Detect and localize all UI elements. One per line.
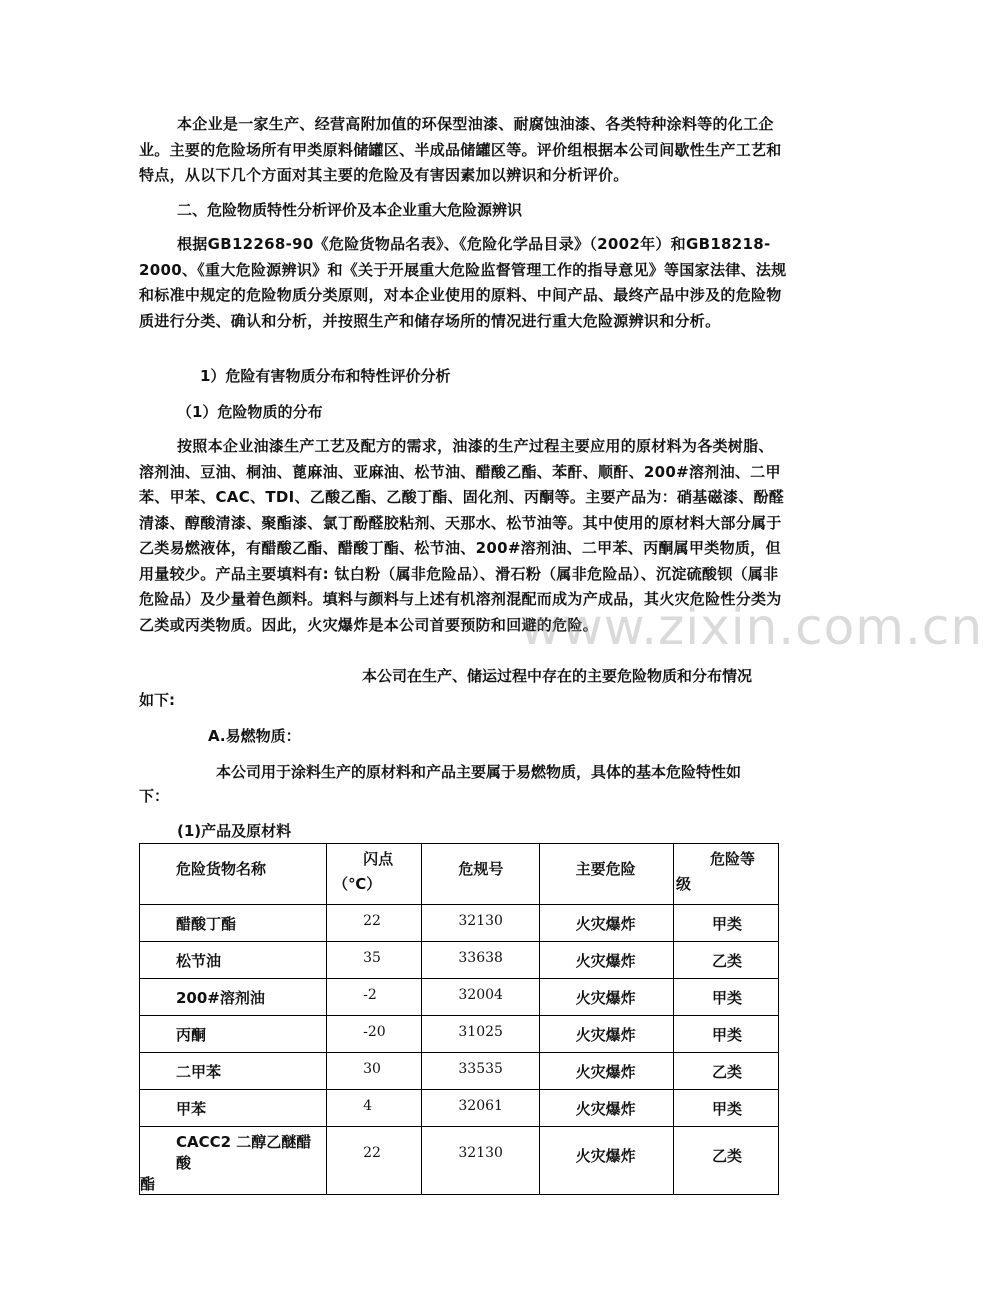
flammable-line1: 本公司用于涂料生产的原材料和产品主要属于易燃物质，具体的基本危险特性如 [216,763,742,781]
list-intro-line1: 本公司在生产、储运过程中存在的主要危险物质和分布情况 [362,667,753,685]
cell-name: 甲苯 [140,1090,327,1127]
cell-flash: -20 [327,1016,422,1053]
cell-name: 200#溶剂油 [140,979,327,1016]
cell-code: 33638 [422,942,539,979]
cell-code: 32061 [422,1090,539,1127]
cell-flash: 30 [327,1053,422,1090]
watermark: www.zixin.com.cn [520,598,983,656]
cell-code: 32130 [422,905,539,942]
cell-danger: 火灾爆炸 [539,1127,673,1195]
section-heading: 二、危险物质特性分析评价及本企业重大危险源辨识 [177,201,523,219]
cell-danger: 火灾爆炸 [539,1090,673,1127]
cell-grade: 乙类 [674,1053,779,1090]
cell-danger: 火灾爆炸 [539,979,673,1016]
cell-grade: 甲类 [674,979,779,1016]
cell-name: 二甲苯 [140,1053,327,1090]
section-a-label: A.易燃物质： [208,727,301,745]
cell-name: 醋酸丁酯 [140,905,327,942]
header-grade: 危险等 级 [674,844,779,905]
cell-code: 31025 [422,1016,539,1053]
cell-flash: 35 [327,942,422,979]
intro-paragraph: 本企业是一家生产、经营高附加值的环保型油漆、耐腐蚀油漆、各类特种涂料等的化工企业。主要的危险场所有甲类原料储罐区、半成品储罐区等。评价组根据本公司间歇性生产工艺和特点，从以下几个方面对其主要的危险及有害因素加以辨识和分析评价。 [139,115,782,184]
header-danger: 主要危险 [539,844,673,905]
flammable-line2: 下： [139,787,170,805]
cell-name: CACC2 二醇乙醚醋酸 酯 [140,1127,327,1195]
list-intro-line2: 如下: [139,691,175,709]
table-caption: (1)产品及原材料 [177,822,292,840]
cell-name: 丙酮 [140,1016,327,1053]
cell-grade: 甲类 [674,1090,779,1127]
cell-flash: -2 [327,979,422,1016]
cell-flash: 22 [327,1127,422,1195]
subheading-2: （1）危险物质的分布 [177,403,323,421]
cell-grade: 乙类 [674,942,779,979]
cell-code: 32004 [422,979,539,1016]
cell-danger: 火灾爆炸 [539,905,673,942]
table-row [140,1016,779,1053]
header-flash: 闪点 （℃） [327,844,422,905]
cell-flash: 22 [327,905,422,942]
cell-name: 松节油 [140,942,327,979]
distribution-paragraph: 按照本企业油漆生产工艺及配方的需求，油漆的生产过程主要应用的原材料为各类树脂、溶剂油、豆油、桐油、蓖麻油、亚麻油、松节油、醋酸乙酯、苯酐、顺酐、200#溶剂油、二甲苯、甲苯、CAC、TDI、乙酸乙酯、乙酸丁酯、固化剂、丙酮等。主要产品为：硝基磁漆、酚醛清漆、醇酸清漆、聚酯漆、氯丁酚醛胶粘剂、天那水、松节油等。其中使用的原材料大部分属于乙类易燃液体，有醋酸乙酯、醋酸丁酯、松节油、200#溶剂油、二甲苯、丙酮属甲类物质，但用量较少。产品主要填料有: 钛白粉（属非危险品）、滑石粉（属非危险品）、沉淀硫酸钡（属非危险品）及少量着色颜料。填料与颜料与上述有机溶剂混配而成为产成品，其火灾危险性分类为乙类或丙类物质。因此，火灾爆炸是本公司首要预防和回避的危险。 [139,437,785,634]
cell-grade: 甲类 [674,905,779,942]
table-row [140,942,779,979]
table-row [140,905,779,942]
cell-flash: 4 [327,1090,422,1127]
table-row [140,979,779,1016]
cell-code: 32130 [422,1127,539,1195]
table-header-row [140,844,779,905]
cell-grade: 乙类 [674,1127,779,1195]
table-row [140,1090,779,1127]
hazard-table [139,843,779,1195]
basis-paragraph: 根据GB12268-90《危险货物品名表》、《危险化学品目录》（2002年）和GB18218-2000、《重大危险源辨识》和《关于开展重大危险监督管理工作的指导意见》等国家法律、法规和标准中规定的危险物质分类原则，对本企业使用的原料、中间产品、最终产品中涉及的危险物质进行分类、确认和分析，并按照生产和储存场所的情况进行重大危险源辨识和分析。 [139,235,787,330]
subheading-1: 1）危险有害物质分布和特性评价分析 [200,367,451,385]
cell-danger: 火灾爆炸 [539,1053,673,1090]
cell-danger: 火灾爆炸 [539,942,673,979]
cell-danger: 火灾爆炸 [539,1016,673,1053]
header-code: 危规号 [422,844,539,905]
header-name: 危险货物名称 [140,844,327,905]
cell-code: 33535 [422,1053,539,1090]
table-row [140,1127,779,1195]
table-row [140,1053,779,1090]
cell-grade: 甲类 [674,1016,779,1053]
